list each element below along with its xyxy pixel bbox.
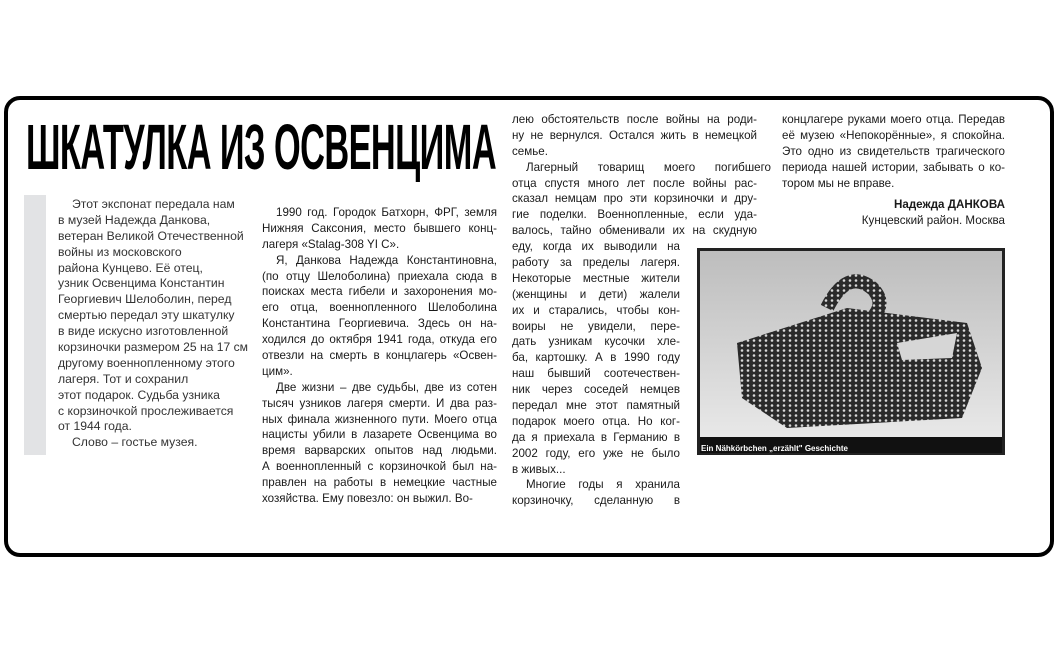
text-line: Две жизни – две судьбы, две из сотен: [276, 380, 497, 394]
text-line: Константина Георгиевича. Здесь он на-: [262, 317, 497, 331]
text-line: 1990 год. Городок Батхорн, ФРГ, земля: [276, 206, 497, 219]
text-line: подарок моего отца. Но ког-: [512, 414, 680, 428]
text-line: (женщины и дети) жалели: [512, 287, 680, 301]
text-line-content: корзиночки размером 25 на 17 см: [58, 340, 248, 355]
text-line: его отца, военнопленного Шелоболина: [262, 301, 497, 315]
text-line: лею обстоятельств после войны на роди-: [512, 113, 757, 126]
lead-accent-bar: [24, 195, 46, 455]
text-line: лагеря «Stalag-308 YI C».: [262, 237, 400, 251]
text-line: узник Освенцима Константин: [58, 276, 225, 291]
text-line: Слово – гостье музея.: [72, 435, 198, 450]
text-line: нацисты убили в лазарете Освенцима во: [262, 428, 497, 442]
text-line: наш бывший соотечествен-: [512, 367, 680, 381]
text-line: отвезли на смерть в концлагерь «Освен-: [262, 349, 497, 363]
text-line: в виде искусно изготовленной: [58, 324, 229, 339]
text-line: в живых...: [512, 462, 566, 476]
text-line: ник через соседей немцев: [512, 383, 680, 397]
article-column-4: [782, 112, 1005, 191]
text-line: ветеран Великой Отечественной: [58, 228, 244, 243]
text-line: валось, тайно обменивали их на скудную: [512, 224, 757, 238]
text-line: правлен на работы в немецкие частные: [262, 476, 497, 490]
text-line: этот подарок. Судьба узника: [58, 387, 220, 402]
text-line: хозяйства. Ему повезло: он выжил. Во-: [262, 492, 473, 506]
text-line: Я, Данкова Надежда Константиновна,: [276, 253, 497, 267]
text-line: передал мне этот памятный: [512, 399, 680, 413]
text-line: Некоторые местные жители: [512, 271, 680, 285]
text-line: другому военнопленному этого: [58, 355, 235, 370]
text-line: [58, 340, 248, 356]
text-line: от 1944 года.: [58, 419, 132, 434]
text-line: работу за пределы лагеря.: [512, 256, 680, 270]
text-line: в музей Надежда Данкова,: [58, 212, 211, 227]
text-line: Георгиевич Шелоболин, перед: [58, 292, 232, 307]
lead-paragraph: [58, 197, 248, 451]
text-line: района Кунцево. Её отец,: [58, 260, 203, 275]
text-line: еду, когда их выводили на: [512, 240, 680, 254]
text-line: периода нашей истории, забывать о ко-: [782, 160, 1005, 174]
text-line: ных финала жизненного пути. Моего отца: [262, 412, 497, 426]
text-line: да я приехала в Германию в: [512, 430, 680, 444]
author-location: Кунцевский район. Москва: [861, 214, 1005, 227]
text-line: отца спустя много лет после войны рас-: [512, 176, 757, 190]
article-column-2: [262, 205, 497, 507]
text-line: 2002 году, его уже не было: [512, 446, 680, 460]
text-line: тысяч узников лагеря смерти. И два раз-: [262, 396, 497, 410]
text-line: (по отцу Шелоболина) приехала сюда в: [262, 269, 497, 283]
text-line: концлагере руками моего отца. Передав: [782, 113, 1005, 126]
text-line: её музею «Непокорённые», я спокойна.: [782, 128, 1005, 142]
text-line: Многие годы я хранила: [526, 478, 680, 492]
text-line: семье.: [512, 144, 548, 158]
text-line: цим».: [262, 364, 293, 378]
text-line: поисках места гибели и захоронения мо-: [262, 285, 497, 299]
text-line: сказал немцам про эти корзиночки и дру-: [512, 192, 757, 206]
text-line: войны из московского: [58, 244, 182, 259]
text-line: А военнопленный с корзиночкой был на-: [262, 460, 497, 474]
text-line: Этот экспонат передала нам: [72, 197, 235, 211]
text-line: Лагерный товарищ моего погибшего: [526, 160, 771, 174]
text-line: Это одно из свидетельств трагического: [782, 144, 1005, 158]
text-line: лагеря. Тот и сохранил: [58, 371, 189, 386]
text-line: ну не вернулся. Остался жить в немецкой: [512, 128, 757, 142]
text-line: смертью передал эту шкатулку: [58, 308, 235, 323]
text-line: ходился до октября 1941 года, откуда его: [262, 333, 497, 347]
text-line: дать узникам кусочки хле-: [512, 335, 680, 349]
text-line: гие поделки. Военнопленные, если уда-: [512, 208, 757, 222]
text-line: время варварских опытов над людьми.: [262, 444, 497, 458]
photo-caption: Ein Nähkörbchen „erzählt" Geschichte: [701, 444, 848, 453]
text-line: тором мы не вправе.: [782, 176, 895, 190]
article-title: ШКАТУЛКА ИЗ ОСВЕНЦИМА: [26, 111, 497, 183]
article-column-3: [512, 112, 771, 509]
text-line: ба, картошку. А в 1990 году: [512, 351, 680, 365]
text-line: их и старались, чтобы кон-: [512, 303, 680, 317]
basket-photo: [697, 248, 1005, 455]
text-line: воиры не увидели, пере-: [512, 319, 680, 333]
text-line: Нижняя Саксония, место бывшего конц-: [262, 221, 497, 235]
text-line: корзиночку, сделанную в: [512, 494, 680, 508]
text-line: с корзиночкой прослеживается: [58, 403, 234, 418]
author-name: Надежда ДАНКОВА: [894, 198, 1005, 211]
